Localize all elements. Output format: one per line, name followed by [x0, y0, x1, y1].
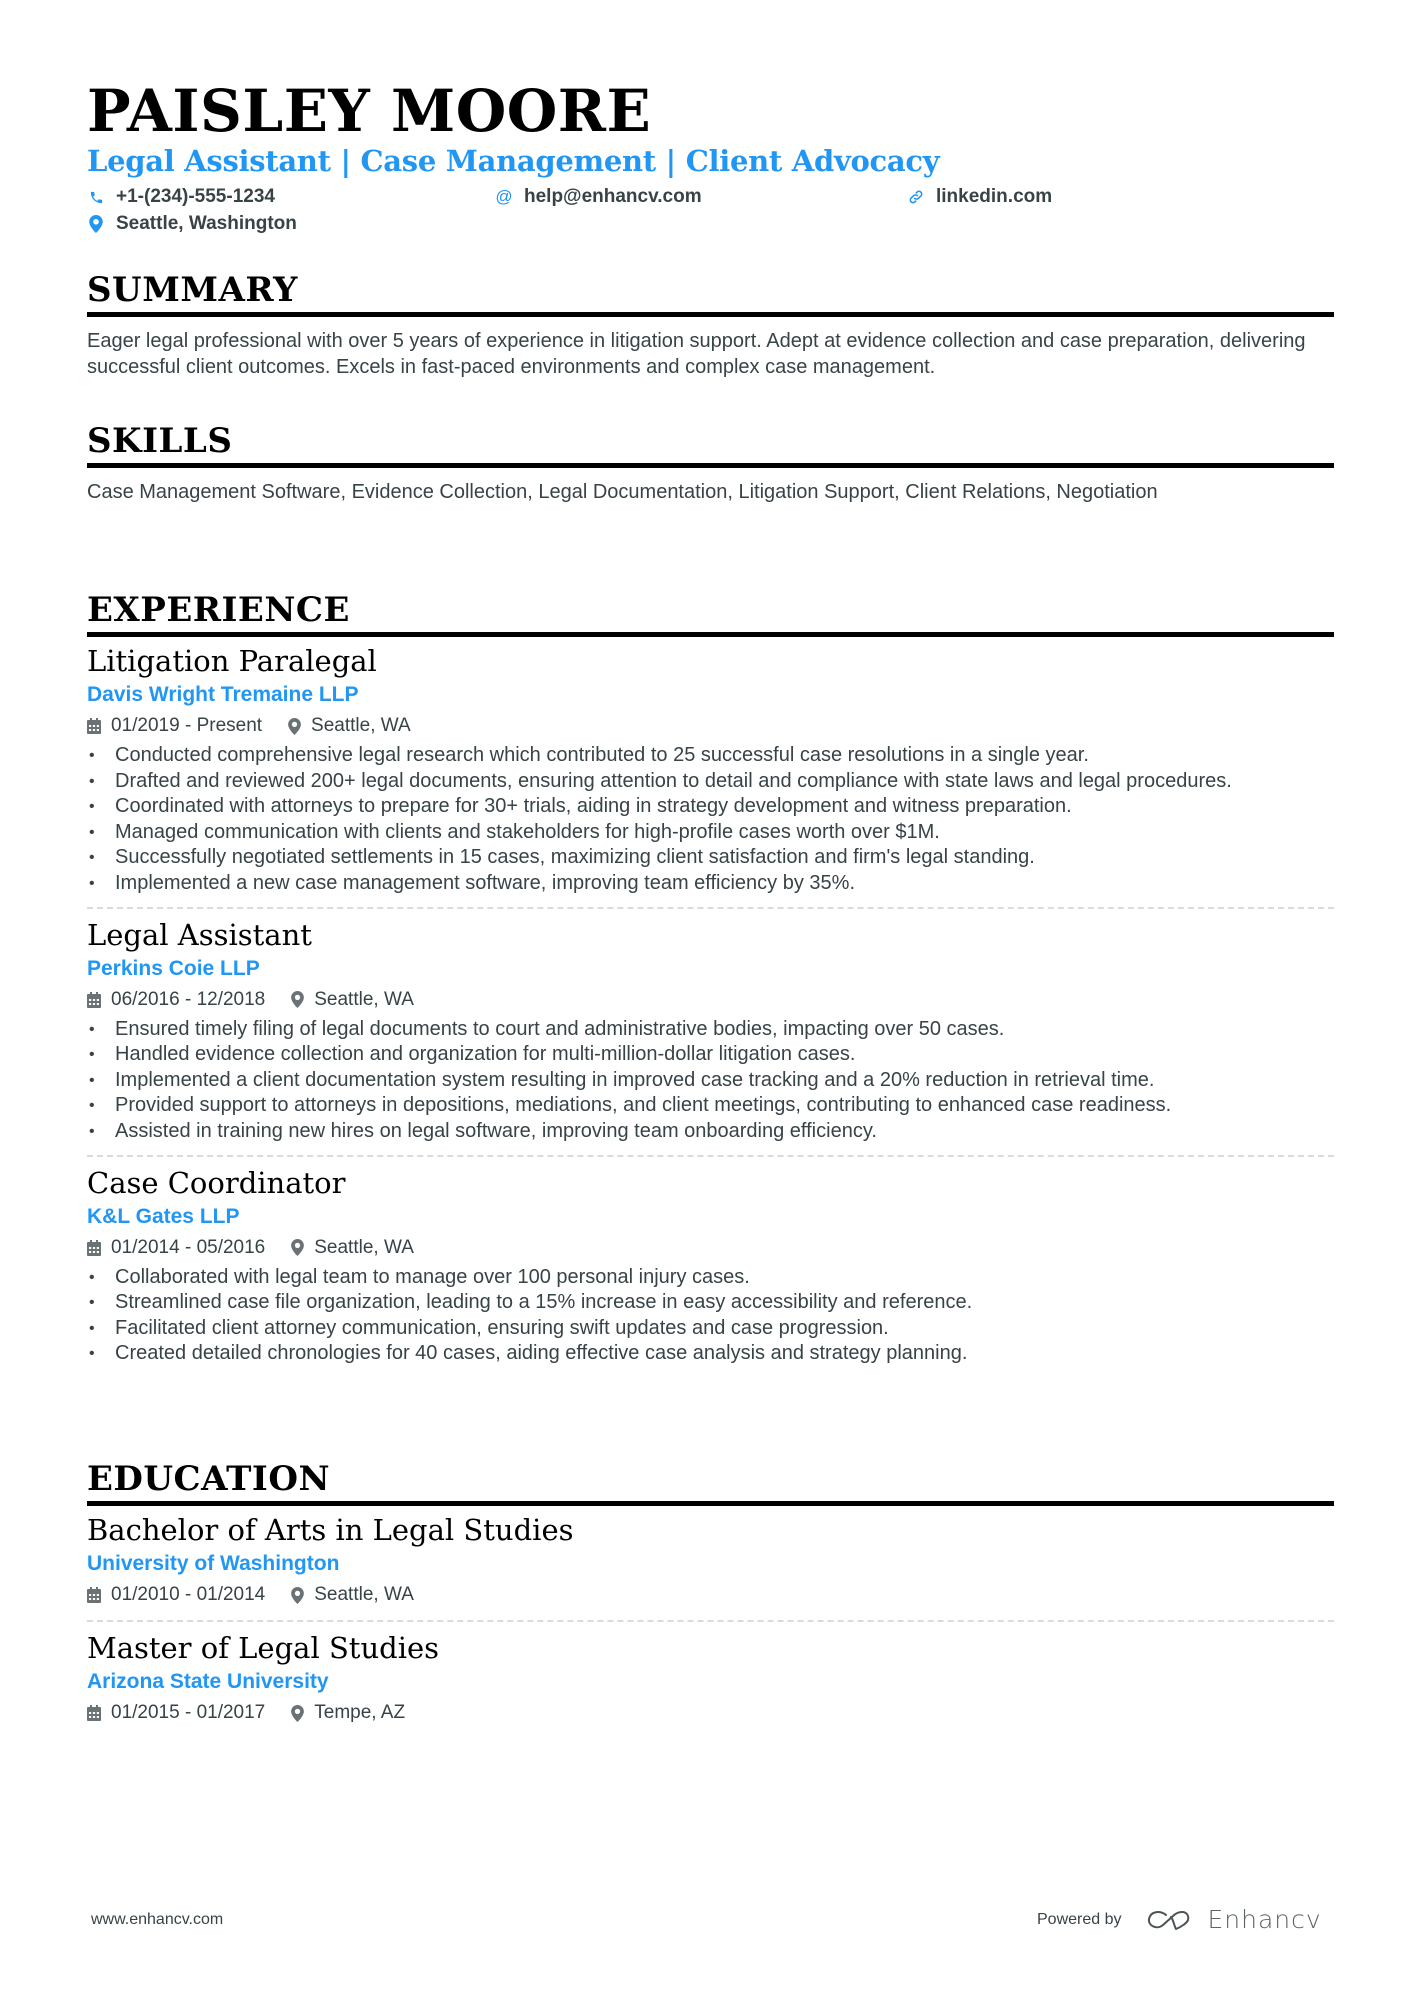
map-pin-icon — [291, 1587, 304, 1604]
powered-by-label: Powered by — [1037, 1910, 1122, 1928]
candidate-headline: Legal Assistant | Case Management | Client Advocacy — [87, 144, 940, 178]
bullet-item: • Successfully negotiated settlements in 15 cases, maximizing client satisfaction and firm's legal standing. — [87, 845, 1334, 871]
job-title: Legal Assistant — [87, 917, 312, 952]
map-pin-icon — [288, 718, 301, 735]
school-location: Tempe, AZ — [314, 1702, 406, 1723]
enhancv-logo-icon — [1146, 1908, 1194, 1932]
bullet-item: • Streamlined case file organization, leading to a 15% increase in easy accessibility and reference. — [87, 1290, 1334, 1316]
summary-section — [87, 270, 1334, 380]
bullet-item: • Ensured timely filing of legal documents to court and administrative bodies, impacting over 50 cases. — [87, 1017, 1334, 1043]
date-range: 01/2014 - 05/2016 — [111, 1236, 266, 1258]
location-text: Seattle, Washington — [116, 213, 297, 234]
degree-title: Bachelor of Arts in Legal Studies — [87, 1513, 574, 1547]
section-title: EDUCATION — [87, 1459, 331, 1499]
entry-meta — [87, 711, 1334, 741]
entry-meta — [87, 985, 1334, 1015]
map-pin-icon — [291, 1705, 304, 1722]
school-location: Seattle, WA — [314, 1584, 414, 1605]
bullet-item: • Implemented a client documentation system resulting in improved case tracking and a 20% reduction in retrieval time. — [87, 1068, 1334, 1094]
link-text: linkedin.com — [936, 186, 1053, 207]
phone-icon — [87, 190, 105, 205]
at-icon: @ — [495, 187, 513, 206]
bullet-item: • Facilitated client attorney communication, ensuring swift updates and case progression. — [87, 1316, 1334, 1342]
contact-phone[interactable] — [87, 185, 275, 209]
date-range: 01/2019 - Present — [111, 715, 263, 736]
bullet-list — [87, 743, 1334, 897]
map-pin-icon — [291, 991, 304, 1008]
calendar-icon — [87, 1705, 101, 1721]
calendar-icon — [87, 992, 101, 1008]
date-range: 06/2016 - 12/2018 — [111, 988, 266, 1010]
job-location: Seattle, WA — [311, 715, 411, 736]
section-title: SKILLS — [87, 421, 233, 461]
bullet-item: • Provided support to attorneys in depositions, mediations, and client meetings, contributing to enhanced case readiness. — [87, 1093, 1334, 1119]
map-pin-icon — [87, 215, 105, 233]
experience-section — [87, 590, 1334, 1367]
map-pin-icon — [291, 1239, 304, 1256]
calendar-icon — [87, 1587, 101, 1603]
link-icon — [907, 189, 925, 205]
school-name: Arizona State University — [87, 1670, 329, 1693]
school-name: University of Washington — [87, 1552, 340, 1575]
entry-meta — [87, 1233, 1334, 1263]
company-name: Davis Wright Tremaine LLP — [87, 683, 359, 706]
section-divider — [87, 632, 1334, 637]
section-title: EXPERIENCE — [87, 590, 350, 630]
skills-text: Case Management Software, Evidence Collection, Legal Documentation, Litigation Support, Client Relations, Negotiation — [87, 481, 1158, 503]
experience-entry — [87, 1165, 1334, 1367]
date-range: 01/2010 - 01/2014 — [111, 1584, 266, 1605]
bullet-item: • Conducted comprehensive legal research which contributed to 25 successful case resolutions in a single year. — [87, 743, 1334, 769]
bullet-list — [87, 1017, 1334, 1145]
contact-email[interactable] — [495, 185, 702, 209]
phone-text: +1-(234)-555-1234 — [116, 186, 275, 207]
date-range: 01/2015 - 01/2017 — [111, 1702, 266, 1723]
job-location: Seattle, WA — [314, 988, 414, 1010]
company-name: K&L Gates LLP — [87, 1204, 240, 1228]
calendar-icon — [87, 718, 101, 734]
degree-title: Master of Legal Studies — [87, 1631, 440, 1665]
section-divider — [87, 463, 1334, 468]
contact-link[interactable] — [907, 185, 1052, 209]
bullet-item: • Assisted in training new hires on legal software, improving team onboarding efficiency. — [87, 1119, 1334, 1145]
footer-branding[interactable] — [1037, 1905, 1322, 1934]
bullet-item: • Handled evidence collection and organization for multi-million-dollar litigation cases. — [87, 1042, 1334, 1068]
job-location: Seattle, WA — [314, 1236, 414, 1258]
section-divider — [87, 312, 1334, 317]
entry-divider — [87, 907, 1334, 909]
footer-website-link[interactable]: www.enhancv.com — [91, 1911, 224, 1928]
job-title: Litigation Paralegal — [87, 644, 377, 678]
education-entry — [87, 1512, 1334, 1610]
contact-location — [87, 212, 297, 236]
email-text: help@enhancv.com — [524, 186, 702, 207]
enhancv-wordmark: Enhancv — [1207, 1905, 1322, 1934]
entry-divider — [87, 1620, 1334, 1622]
candidate-name: PAISLEY MOORE — [87, 77, 652, 145]
bullet-list — [87, 1265, 1334, 1367]
bullet-item: • Drafted and reviewed 200+ legal documents, ensuring attention to detail and compliance with state laws and legal procedures. — [87, 769, 1334, 795]
section-divider — [87, 1501, 1334, 1506]
entry-divider — [87, 1155, 1334, 1157]
entry-meta — [87, 1580, 1334, 1610]
calendar-icon — [87, 1240, 101, 1256]
bullet-item: • Coordinated with attorneys to prepare for 30+ trials, aiding in strategy development and witness preparation. — [87, 794, 1334, 820]
bullet-item: • Collaborated with legal team to manage over 100 personal injury cases. — [87, 1265, 1334, 1291]
bullet-item: • Managed communication with clients and stakeholders for high-profile cases worth over $1M. — [87, 820, 1334, 846]
section-title: SUMMARY — [87, 270, 298, 310]
education-entry — [87, 1630, 1334, 1728]
bullet-item: • Implemented a new case management software, improving team efficiency by 35%. — [87, 871, 1334, 897]
experience-entry — [87, 643, 1334, 897]
education-section — [87, 1459, 1334, 1728]
company-name: Perkins Coie LLP — [87, 956, 260, 980]
job-title: Case Coordinator — [87, 1165, 346, 1200]
entry-meta — [87, 1698, 1334, 1728]
bullet-item: • Created detailed chronologies for 40 cases, aiding effective case analysis and strategy planning. — [87, 1341, 1334, 1367]
summary-text: Eager legal professional with over 5 years of experience in litigation support. Adept at evidence collection and case preparation, delivering successful client outcomes. Excels in fast-paced environments and complex case management. — [87, 330, 1306, 378]
skills-section — [87, 421, 1334, 505]
experience-entry — [87, 917, 1334, 1145]
